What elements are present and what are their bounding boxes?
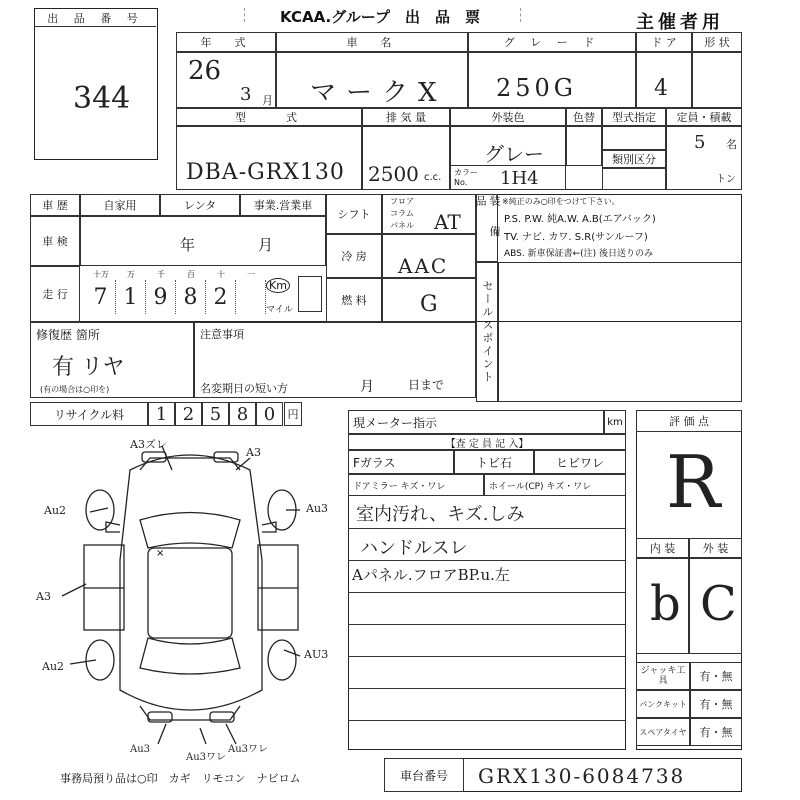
inspection-cell bbox=[80, 216, 326, 266]
sales-point-label bbox=[476, 262, 498, 402]
capacity-unit: 名 bbox=[726, 138, 737, 151]
shift-opt-floor: フロア bbox=[390, 197, 414, 206]
transfer-label: 名変期日の短い方 bbox=[200, 382, 288, 395]
chassis-value: GRX130-6084738 bbox=[478, 764, 686, 788]
history-option-private[interactable]: 自家用 bbox=[80, 194, 160, 216]
mileage-unit-label: 百 bbox=[187, 269, 195, 279]
wheel-rear-right bbox=[268, 640, 296, 680]
repair-note: (有の場合は○印を) bbox=[40, 385, 110, 394]
puncture-yes-no: 有・無 bbox=[690, 690, 742, 718]
glass-opt-chip: トビ石 bbox=[454, 450, 534, 474]
lot-number-box bbox=[34, 8, 158, 160]
mile-label: マイル bbox=[266, 305, 293, 315]
headlight-right bbox=[214, 452, 238, 462]
meter-unit: km bbox=[604, 410, 626, 434]
diagram-mark: Au3 bbox=[306, 502, 329, 515]
inspector-label: 【査 定 員 記 入】 bbox=[348, 434, 626, 450]
grade-label: グ レ ー ド bbox=[468, 32, 636, 52]
diagram-mark: Au3 bbox=[130, 744, 151, 755]
mileage-label: 走 行 bbox=[30, 266, 80, 322]
sales-point-text: セールスポイント bbox=[481, 280, 494, 384]
jack-label: ジャッキ工具 bbox=[636, 662, 690, 690]
month-unit: 月 bbox=[262, 94, 273, 107]
car-name-value: マークX bbox=[310, 78, 447, 108]
capacity-value: 5 bbox=[694, 132, 706, 153]
month-value: 3 bbox=[240, 84, 252, 105]
mirror-opt: キズ・ワレ bbox=[400, 481, 446, 492]
mileage-unit-label: 万 bbox=[127, 269, 135, 279]
car-name-label: 車 名 bbox=[276, 32, 468, 52]
wheel-front-right bbox=[268, 490, 296, 530]
equipment-line-3: ABS. 新車保証書←(注) 後日送りのみ bbox=[504, 249, 654, 259]
mirror-label bbox=[348, 474, 484, 496]
shift-opt-panel: パネル bbox=[390, 221, 414, 230]
mileage-digit: 9 bbox=[146, 280, 176, 314]
model-designation-label: 型式指定 bbox=[602, 108, 666, 126]
diagram-mark: A3 bbox=[246, 446, 261, 459]
transfer-day: 日まで bbox=[408, 378, 445, 392]
model-label: 型 式 bbox=[176, 108, 362, 126]
recycle-digit: 2 bbox=[175, 402, 202, 426]
comment-2: ハンドルスレ bbox=[360, 538, 468, 559]
form-title: KCAA.グループ 出 品 票 bbox=[280, 8, 480, 26]
history-option-rental[interactable]: レンタ bbox=[160, 194, 240, 216]
inspection-year: 年 bbox=[180, 236, 196, 254]
equipment-line-1: P.S. P.W. 純A.W. A.B(エアバック) bbox=[504, 214, 656, 225]
exterior-label: 外 装 bbox=[689, 538, 742, 558]
diagram-mark: Au2 bbox=[42, 660, 65, 673]
side-panel-right bbox=[258, 545, 298, 630]
color-no-value: 1H4 bbox=[500, 168, 539, 189]
model-designation-cell bbox=[602, 126, 666, 150]
recycle-label: リサイクル料 bbox=[30, 402, 148, 426]
comment-3: Aパネル.フロアBP.u.左 bbox=[352, 566, 510, 584]
ton-unit: トン bbox=[716, 174, 736, 185]
fuel-label: 燃 料 bbox=[326, 278, 382, 322]
comment-1: 室内汚れ、キズ.しみ bbox=[356, 504, 525, 525]
equipment-label bbox=[474, 194, 501, 262]
eval-label: 評 価 点 bbox=[636, 410, 742, 432]
color-change-cell bbox=[566, 126, 602, 166]
color-change-label: 色替 bbox=[566, 108, 602, 126]
ac-label: 冷 房 bbox=[326, 234, 382, 278]
equipment-label-text: 装 備 品 bbox=[474, 195, 501, 245]
glass-opt-crack: ヒビワレ bbox=[534, 450, 626, 474]
class-cell bbox=[602, 168, 666, 190]
front-bumper bbox=[140, 458, 240, 470]
mileage-unit-label: 十 bbox=[217, 269, 225, 279]
headlight-left bbox=[142, 452, 166, 462]
equipment-note: ※純正のみ○印をつけて下さい。 bbox=[502, 197, 620, 206]
diagram-mark: A3 bbox=[36, 590, 51, 603]
mirror-left bbox=[106, 522, 120, 532]
diagram-mark: Au3ワレ bbox=[186, 752, 227, 763]
sponsor-label: 主催者用 bbox=[636, 12, 724, 33]
mileage-digit: 2 bbox=[206, 280, 236, 314]
inspection-month: 月 bbox=[258, 236, 274, 254]
mileage-unit-label: 十万 bbox=[93, 269, 109, 279]
mileage-digit: 1 bbox=[116, 280, 146, 314]
spare-yes-no: 有・無 bbox=[690, 718, 742, 746]
car-body-outline bbox=[120, 455, 262, 710]
recycle-digit: 0 bbox=[256, 402, 283, 426]
displacement-unit: c.c. bbox=[424, 172, 442, 183]
displacement-label: 排 気 量 bbox=[362, 108, 450, 126]
chassis-label: 車台番号 bbox=[384, 758, 464, 792]
color-value: グレー bbox=[484, 142, 544, 166]
class-label: 類別区分 bbox=[602, 150, 666, 168]
equipment-line-2: TV. ナビ. カワ. S.R(サンルーフ) bbox=[504, 232, 648, 243]
shift-opt-column: コラム bbox=[390, 209, 414, 218]
damage-mark-x: × bbox=[156, 548, 165, 559]
rear-window bbox=[140, 638, 240, 674]
comment-line bbox=[348, 560, 626, 561]
ac-value: AAC bbox=[398, 254, 449, 278]
exterior-value: C bbox=[700, 576, 737, 632]
mirror-label-text: ドアミラー bbox=[353, 481, 398, 492]
diagram-mark: A3ズレ bbox=[130, 438, 167, 451]
shift-label: シフト bbox=[326, 194, 382, 234]
side-panel-left bbox=[84, 545, 124, 630]
mileage-unit-label: 千 bbox=[157, 269, 165, 279]
corner-mark bbox=[230, 8, 245, 22]
color-label: 外装色 bbox=[450, 108, 566, 126]
interior-value: b bbox=[650, 576, 681, 632]
lot-number-label: 出 品 番 号 bbox=[35, 9, 156, 27]
wheel-label bbox=[484, 474, 626, 496]
mile-box bbox=[298, 276, 322, 312]
office-items-footer: 事務局預り品は○印 カギ リモコン ナビロム bbox=[60, 772, 301, 785]
interior-label: 内 装 bbox=[636, 538, 689, 558]
capacity-label: 定員・積載 bbox=[666, 108, 742, 126]
notes-label: 注意事項 bbox=[200, 328, 244, 341]
diagram-mark: Au2 bbox=[44, 504, 67, 517]
wheel-label-text: ホイール(CP) bbox=[489, 481, 544, 492]
mirror-right bbox=[262, 522, 276, 532]
mileage-digit: 8 bbox=[176, 280, 206, 314]
diagram-mark: Au3ワレ bbox=[228, 744, 269, 755]
mileage-unit-label: 一 bbox=[247, 269, 255, 279]
recycle-unit: 円 bbox=[284, 402, 302, 426]
rear-bumper bbox=[140, 706, 240, 720]
shift-value: AT bbox=[434, 210, 461, 234]
repair-label: 修復歴 箇所 bbox=[36, 328, 100, 342]
history-label: 車 歴 bbox=[30, 194, 80, 216]
jack-yes-no: 有・無 bbox=[690, 662, 742, 690]
body-label: 形 状 bbox=[692, 32, 742, 52]
puncture-label: パンクキット bbox=[636, 690, 690, 718]
door-label: ド ア bbox=[636, 32, 692, 52]
wheel-opt: キズ・ワレ bbox=[546, 481, 592, 492]
corner-mark bbox=[520, 8, 535, 22]
wheel-front-left bbox=[86, 490, 114, 530]
transfer-month: 月 bbox=[360, 379, 374, 395]
displacement-value: 2500 bbox=[368, 162, 419, 186]
wheel-rear-left bbox=[86, 640, 114, 680]
windshield bbox=[140, 513, 240, 549]
model-value: DBA-GRX130 bbox=[186, 160, 345, 185]
recycle-digit: 5 bbox=[202, 402, 229, 426]
taillight-left bbox=[148, 712, 172, 722]
lot-number-value: 344 bbox=[73, 81, 131, 116]
year-label: 年 式 bbox=[176, 32, 276, 52]
body-cell bbox=[692, 52, 742, 108]
repair-value: 有 リヤ bbox=[52, 355, 125, 380]
history-option-business[interactable]: 事業.営業車 bbox=[240, 194, 326, 216]
comment-line bbox=[348, 528, 626, 529]
comment-line bbox=[348, 688, 626, 689]
inspection-label: 車 検 bbox=[30, 216, 80, 266]
comment-line bbox=[348, 720, 626, 721]
km-label: Km bbox=[266, 278, 290, 293]
mileage-digit: 7 bbox=[86, 280, 116, 314]
color-no-label: カラー No. bbox=[454, 168, 478, 187]
meter-label: 現メーター指示 bbox=[348, 410, 604, 434]
recycle-digit: 8 bbox=[229, 402, 256, 426]
recycle-digit: 1 bbox=[148, 402, 175, 426]
door-value: 4 bbox=[654, 76, 668, 101]
eval-value: R bbox=[666, 440, 721, 524]
sales-point-cell bbox=[498, 262, 742, 402]
fuel-value: G bbox=[420, 292, 438, 317]
diagram-mark: AU3 bbox=[304, 648, 329, 661]
grade-value: 250G bbox=[496, 74, 577, 102]
comment-line bbox=[348, 592, 626, 593]
taillight-right bbox=[210, 712, 234, 722]
spare-label: スペアタイヤ bbox=[636, 718, 690, 746]
comment-line bbox=[348, 656, 626, 657]
mileage-digit bbox=[236, 280, 266, 314]
year-value: 26 bbox=[188, 56, 222, 86]
roof bbox=[148, 548, 232, 638]
glass-label: Fガラス bbox=[348, 450, 454, 474]
comment-line bbox=[348, 624, 626, 625]
